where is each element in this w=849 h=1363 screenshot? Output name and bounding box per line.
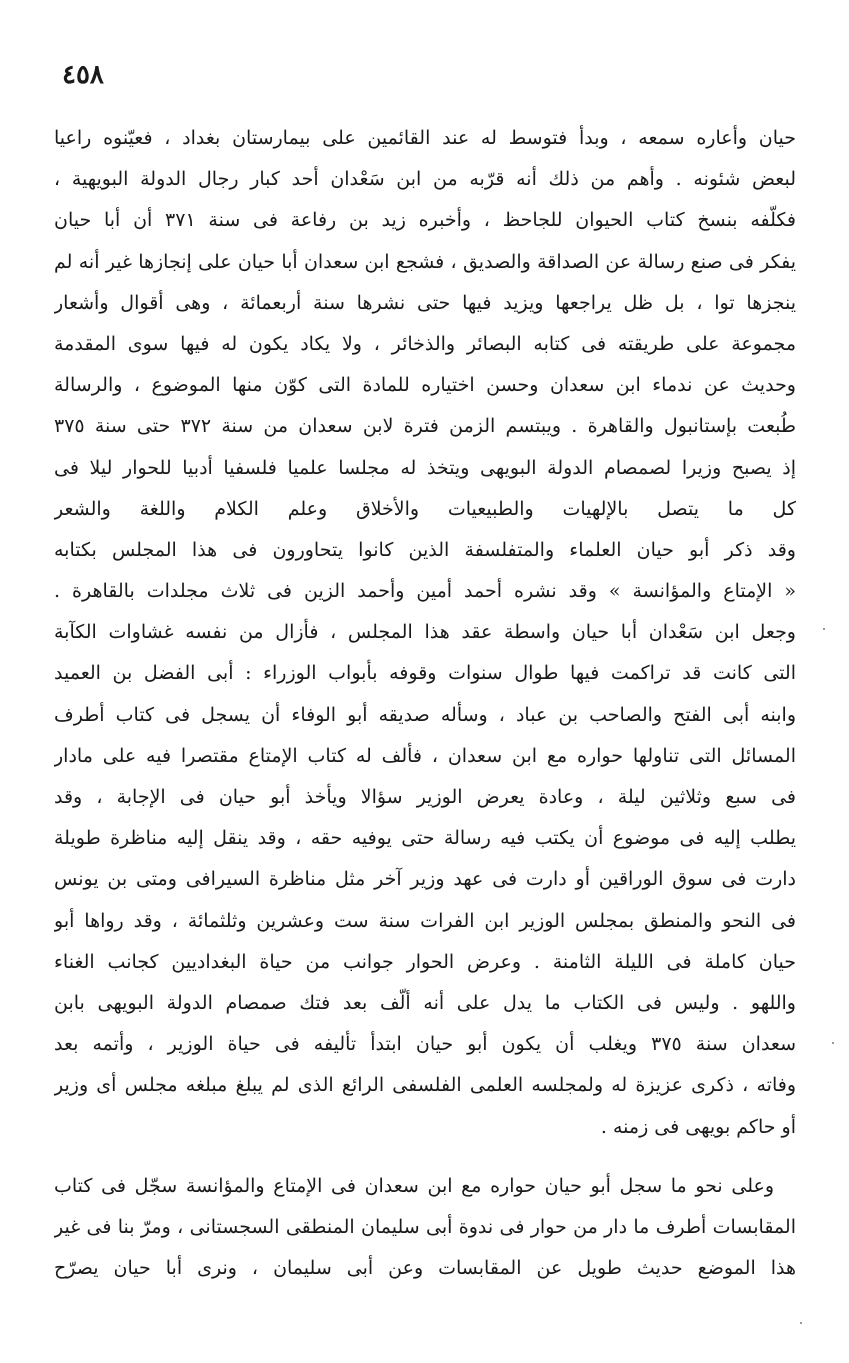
text-line: لبعض شئونه . وأهم من ذلك أنه قرّبه من ابن سَعْدان أحد كبار رجال الدولة البويهية ، [54, 168, 796, 191]
scan-speck [832, 1042, 834, 1044]
text-line: « الإمتاع والمؤانسة » وقد نشره أحمد أمين وأحمد الزين فى ثلاث مجلدات بالقاهرة . [54, 580, 796, 603]
page-number: ٤٥٨ [62, 60, 104, 90]
text-line: وفاته ، ذكرى عزيزة له ولمجلسه العلمى الفلسفى الرائع الذى لم يبلغ مبلغه مجلس أى وزير [54, 1074, 796, 1097]
text-line: المسائل التى تناولها حواره مع ابن سعدان ، فألف له كتاب الإمتاع مقتصرا فيه على مادار [54, 744, 796, 767]
text-line: يطلب إليه فى موضوع أن يكتب فيه رسالة حتى يوفيه حقه ، وقد ينقل إليه مناظرة طويلة [54, 827, 796, 850]
text-line: كل ما يتصل بالإلهيات والطبيعيات والأخلاق وعلم الكلام واللغة والشعر [54, 497, 796, 520]
text-line: المقابسات أطرف ما دار من حوار فى ندوة أبى سليمان المنطقى السجستانى ، ومرّ بنا فى غير [54, 1215, 796, 1238]
text-line: فى سبع وثلاثين ليلة ، وعادة يعرض الوزير سؤالا ويأخذ أبو حيان فى الإجابة ، وقد [54, 786, 796, 808]
text-line: طُبعت بإستانبول والقاهرة . ويبتسم الزمن فترة لابن سعدان من سنة ٣٧٢ حتى سنة ٣٧٥ [54, 415, 796, 438]
text-line: دارت فى سوق الوراقين أو دارت فى عهد وزير آخر مثل مناظرة السيرافى ومتى بن يونس [54, 868, 796, 891]
scan-speck [800, 1322, 802, 1324]
paragraph-gap [54, 1148, 796, 1166]
text-line: ينجزها توا ، بل ظل يراجعها ويزيد فيها حتى نشرها سنة أربعمائة ، وهى أقوال وأشعار [54, 291, 796, 314]
text-line: وقد ذكر أبو حيان العلماء والمتفلسفة الذين كانوا يتحاورون فى هذا المجلس بكتابه [54, 538, 796, 561]
body-text [54, 118, 796, 1289]
text-line: وعلى نحو ما سجل أبو حيان حواره مع ابن سعدان فى الإمتاع والمؤانسة سجّل فى كتاب [54, 1174, 774, 1197]
scan-speck [823, 628, 825, 630]
text-line: التى كانت قد تراكمت فيها طوال سنوات وقوفه بأبواب الوزراء : أبى الفضل بن العميد [54, 662, 796, 685]
text-line: فى النحو والمنطق بمجلس الوزير ابن الفرات سنة ست وعشرين وثلثمائة ، وقد رواها أبو [54, 909, 796, 932]
text-line: فكلّفه بنسخ كتاب الحيوان للجاحظ ، وأخبره زيد بن رفاعة فى سنة ٣٧١ أن أبا حيان [54, 209, 796, 232]
text-line: هذا الموضع حديث طويل عن المقابسات وعن أبى سليمان ، ونرى أبا حيان يصرّح [54, 1257, 796, 1280]
text-line: أو حاكم بويهى فى زمنه . [600, 1115, 796, 1138]
text-line: مجموعة على طريقته فى كتابه البصائر والذخائر ، ولا يكاد يكون له فيها سوى المقدمة [54, 332, 796, 355]
text-line: وابنه أبى الفتح والصاحب بن عباد ، وسأله صديقه أبو الوفاء أن يسجل فى كتاب أطرف [54, 703, 796, 726]
text-line: وحديث عن ندماء ابن سعدان وحسن اختياره للمادة التى كوّن منها الموضوع ، والرسالة [54, 374, 796, 397]
text-line: سعدان سنة ٣٧٥ ويغلب أن يكون أبو حيان ابتدأ تأليفه فى حياة الوزير ، وأتمه بعد [54, 1033, 796, 1056]
text-line: وجعل ابن سَعْدان أبا حيان واسطة عقد هذا المجلس ، فأزال من نفسه غشاوات الكآبة [54, 621, 796, 644]
text-line: يفكر فى صنع رسالة عن الصداقة والصديق ، فشجع ابن سعدان أبا حيان على إنجازها غير أنه لم [54, 250, 796, 273]
paragraph-2 [54, 1166, 796, 1290]
paragraph-1 [54, 118, 796, 1148]
text-line: حيان وأعاره سمعه ، وبدأ فتوسط له عند القائمين على بيمارستان بغداد ، فعيّنوه راعيا [54, 127, 796, 149]
text-line: حيان كاملة فى الليلة الثامنة . وعرض الحوار جوانب من حياة البغداديين كجانب الغناء [54, 950, 796, 973]
text-line: واللهو . وليس فى الكتاب ما يدل على أنه ألّف بعد فتك صمصام الدولة البويهى بابن [54, 991, 796, 1014]
text-line: إذ يصبح وزيرا لصمصام الدولة البويهى ويتخذ له مجلسا علميا فلسفيا أدبيا للحوار ليلا فى [54, 456, 796, 479]
